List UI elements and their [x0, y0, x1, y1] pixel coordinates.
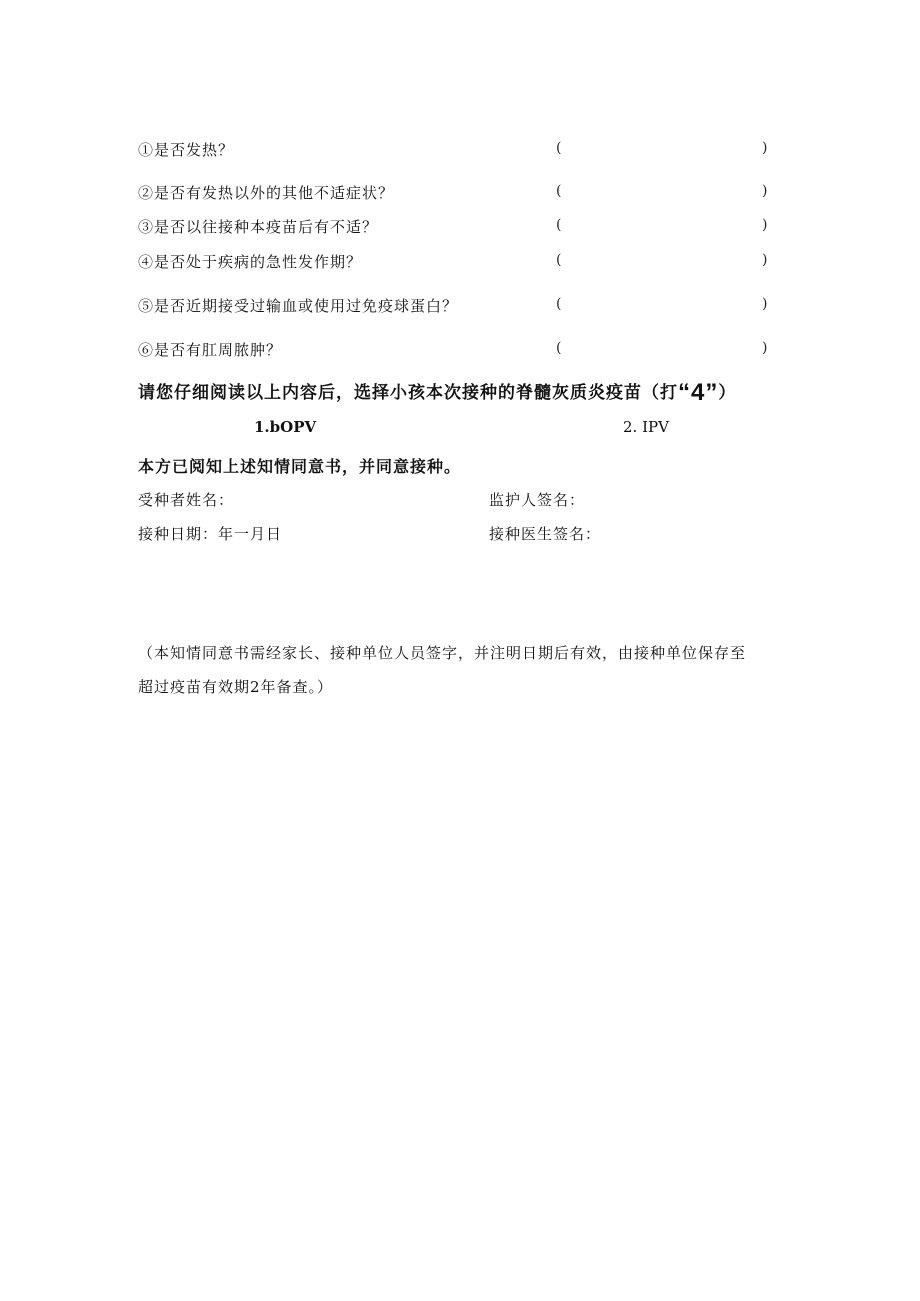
option-ipv[interactable]: 2. IPV: [623, 418, 669, 436]
question-2-text: ②是否有发热以外的其他不适症状？: [138, 184, 395, 202]
question-6-answer-open: (: [556, 340, 562, 356]
vaccine-choice-instruction: [138, 378, 736, 407]
question-4-answer-open: (: [556, 252, 562, 268]
option-bopv[interactable]: 1.bOPV: [254, 418, 317, 436]
question-6-text: ⑥是否有肛周脓肿？: [138, 341, 283, 359]
validity-note-line-1: （本知情同意书需经家长、接种单位人员签字，并注明日期后有效，由接种单位保存至: [138, 644, 747, 662]
vaccination-date-label: 接种日期：年一月日: [138, 525, 283, 543]
question-5-text: ⑤是否近期接受过输血或使用过免疫球蛋白？: [138, 297, 459, 315]
question-1-answer-open: (: [556, 140, 562, 156]
question-3-text: ③是否以往接种本疫苗后有不适？: [138, 218, 379, 236]
question-5-answer-close: ): [762, 296, 768, 312]
consent-statement: 本方已阅知上述知情同意书，并同意接种。: [138, 457, 462, 476]
recipient-name-label: 受种者姓名：: [138, 491, 235, 509]
question-3-answer-close: ): [762, 217, 768, 233]
question-2-answer-close: ): [762, 183, 768, 199]
instruction-mark: “4”: [678, 379, 719, 406]
question-1-answer-close: ): [762, 140, 768, 156]
question-4-answer-close: ): [762, 252, 768, 268]
instruction-text: 请您仔细阅读以上内容后，选择小孩本次接种的脊髓灰质炎疫苗（打: [138, 383, 678, 403]
instruction-close: ）: [718, 383, 737, 403]
question-1-text: ①是否发热？: [138, 141, 235, 159]
validity-note-line-2: 超过疫苗有效期2年备查。）: [138, 678, 334, 696]
guardian-signature-label: 监护人签名：: [489, 491, 586, 509]
question-4-text: ④是否处于疾病的急性发作期？: [138, 253, 363, 271]
doctor-signature-label: 接种医生签名：: [489, 525, 602, 543]
question-5-answer-open: (: [556, 296, 562, 312]
question-2-answer-open: (: [556, 183, 562, 199]
question-3-answer-open: (: [556, 217, 562, 233]
question-6-answer-close: ): [762, 340, 768, 356]
